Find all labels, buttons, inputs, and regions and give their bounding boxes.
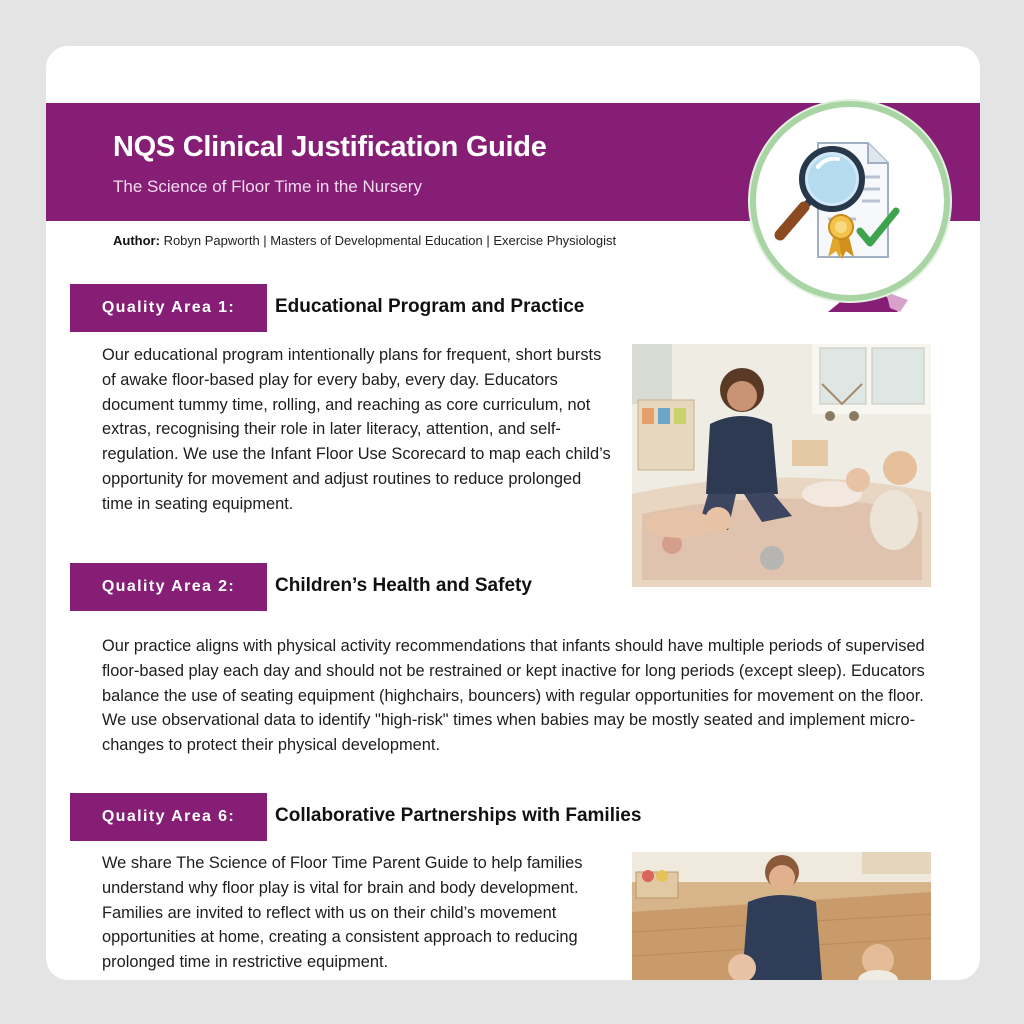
badge-circle xyxy=(750,101,950,301)
quality-area-1-title: Educational Program and Practice xyxy=(275,296,585,317)
guide-card xyxy=(46,46,980,980)
author-label: Author: xyxy=(113,233,160,248)
quality-area-2-tag: Quality Area 2: xyxy=(70,563,267,611)
quality-area-2-title: Children’s Health and Safety xyxy=(275,575,532,596)
quality-area-6-tag: Quality Area 6: xyxy=(70,793,267,841)
educator-babies-floor-photo xyxy=(632,852,931,980)
page-subtitle: The Science of Floor Time in the Nursery xyxy=(113,177,422,196)
author-line xyxy=(113,233,616,248)
magnifier-document-award-check-icon xyxy=(756,107,944,295)
educator-babies-playroom-photo xyxy=(632,344,931,587)
author-credentials: Robyn Papworth | Masters of Developmental Education | Exercise Physiologist xyxy=(163,233,617,248)
quality-area-1-tag: Quality Area 1: xyxy=(70,284,267,332)
quality-area-6-body: We share The Science of Floor Time Parent Guide to help families understand why floor play is vital for brain and body development. Families are invited to reflect with us on their child’s movement opportunities at home, creating a consistent approach to reducing prolonged time in restrictive equipment. xyxy=(102,854,583,972)
quality-area-2-body: Our practice aligns with physical activity recommendations that infants should have multiple periods of supervised floor-based play each day and should not be restrained or kept inactive for long periods (except sleep). Educators balance the use of seating equipment (highchairs, bouncers) with regular opportunities for movement on the floor. We use observational data to identify "high-risk" times when babies may be mostly seated and implement micro-changes to protect their physical development. xyxy=(102,637,925,755)
quality-area-1-body: Our educational program intentionally plans for frequent, short bursts of awake floor-based play for every baby, every day. Educators document tummy time, rolling, and reaching as core curriculum, not extras, recognising their role in later literacy, attention, and self-regulation. We use the Infant Floor Use Scorecard to map each child’s opportunity for movement and adjust routines to reduce prolonged time in seating equipment. xyxy=(102,346,611,513)
quality-area-6-title: Collaborative Partnerships with Families xyxy=(275,805,642,826)
page-title: NQS Clinical Justification Guide xyxy=(113,131,547,163)
